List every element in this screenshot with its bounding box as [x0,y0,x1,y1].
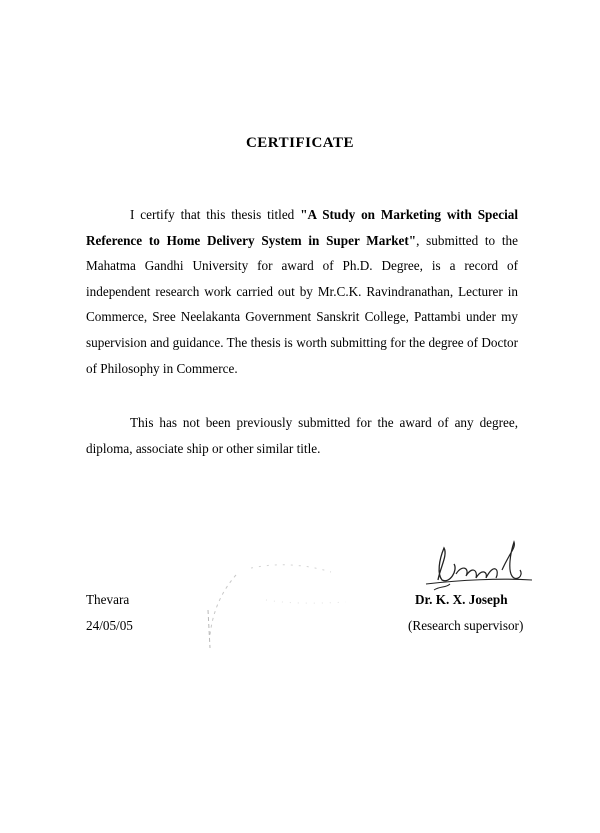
certification-paragraph [86,202,518,381]
place: Thevara [86,592,130,607]
paragraph-intro: I certify that this thesis titled [130,207,301,222]
faint-seal-stamp [196,560,366,650]
declaration-text: This has not been previously submitted for the award of any degree, diploma, associate ship or other similar title. [86,415,518,456]
declaration-paragraph [86,410,518,461]
signatory-role: (Research supervisor) [408,618,524,633]
thesis-title: "A Study on Marketing with Special Reference to Home Delivery System in Super Market" [86,207,518,248]
paragraph-body: , submitted to the Mahatma Gandhi University for award of Ph.D. Degree, is a record of independent research work carried out by Mr.C.K. Ravindranathan, Lecturer in Commerce, Sree Neelakanta Government Sanskrit College, Pattambi under my supervision and guidance. The thesis is worth submitting for the degree of Doctor of Philosophy in Commerce. [86,232,518,376]
date: 24/05/05 [86,618,133,633]
handwritten-signature [420,540,535,600]
signatory-name: Dr. K. X. Joseph [415,592,508,607]
certificate-title: CERTIFICATE [245,135,355,151]
